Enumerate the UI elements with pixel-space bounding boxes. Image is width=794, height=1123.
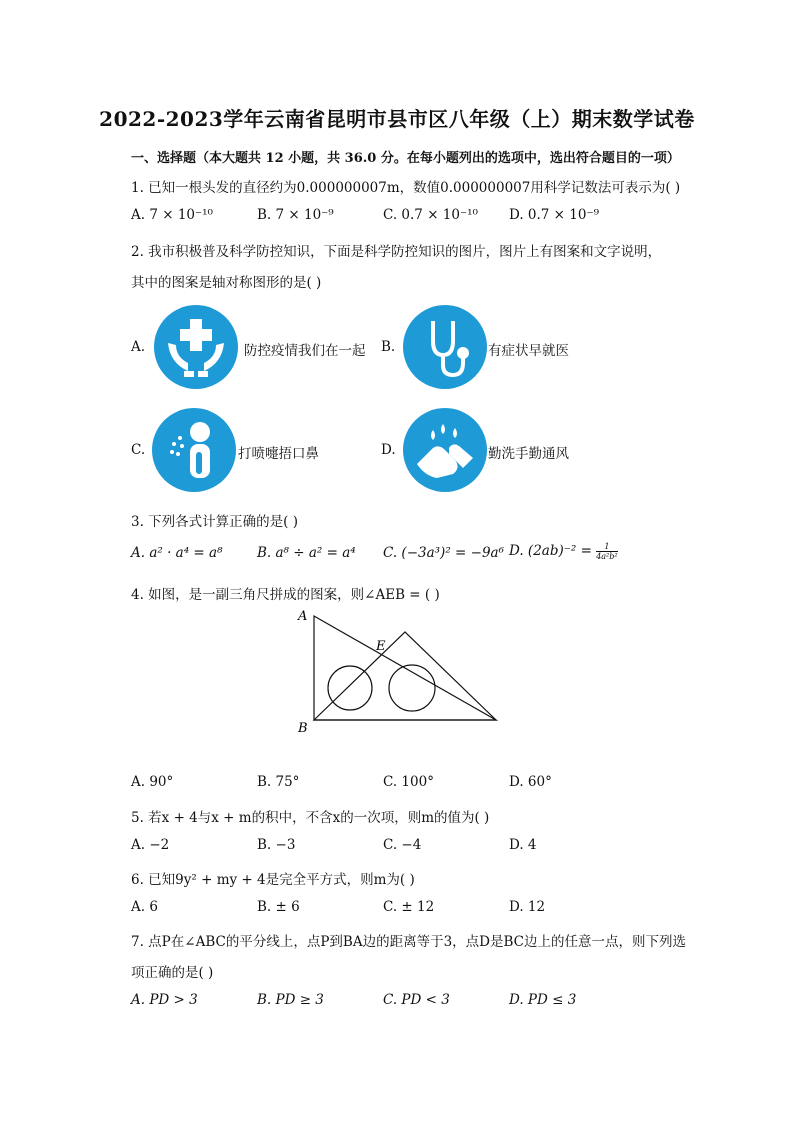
question-3-option-d [509,542,618,561]
question-4-option-a: A. 90° [131,774,174,790]
section-heading: 一、选择题（本大题共 12 小题，共 36.0 分。在每小题列出的选项中，选出符合题目的一项） [131,151,680,166]
sneeze-icon [152,408,236,492]
question-5-option-b: B. −3 [257,837,296,853]
question-3-option-b: B. a⁸ ÷ a² = a⁴ [257,545,356,561]
fraction [596,542,617,561]
question-7-option-d: D. PD ≤ 3 [509,992,577,1008]
question-5-option-a: A. −2 [131,837,170,853]
hands-cross-icon [154,305,238,389]
question-2-option-b-text: 有症状早就医 [488,343,569,359]
question-1-option-a: A. 7 × 10⁻¹⁰ [131,207,213,223]
question-2-option-b-letter: B. [381,339,396,355]
question-6-option-a: A. 6 [131,899,158,915]
question-2-option-d-text: 勤洗手勤通风 [488,446,569,462]
fraction-numerator: 1 [596,542,617,552]
question-2-option-d-letter: D. [381,442,396,458]
question-3-option-d-prefix: D. (2ab)⁻² = [509,543,592,559]
fraction-denominator: 4a²b² [596,552,618,561]
question-2-stem-line2: 其中的图案是轴对称图形的是( ) [131,275,322,291]
label-e: E [376,639,386,654]
question-6-option-c: C. ± 12 [383,899,435,915]
question-7-option-b: B. PD ≥ 3 [257,992,324,1008]
question-3-option-a: A. a² · a⁴ = a⁸ [131,545,223,561]
question-6-stem: 6. 已知9y² + my + 4是完全平方式，则m为( ) [131,872,415,888]
question-4-option-b: B. 75° [257,774,300,790]
handwash-icon [403,408,487,492]
label-a: A [298,609,308,624]
question-1-option-b: B. 7 × 10⁻⁹ [257,207,334,223]
question-5-option-d: D. 4 [509,837,537,853]
question-2-option-a-text: 防控疫情我们在一起 [244,343,366,359]
question-5-option-c: C. −4 [383,837,422,853]
question-7-option-a: A. PD > 3 [131,992,198,1008]
stethoscope-icon [403,305,487,389]
question-4-option-d: D. 60° [509,774,552,790]
question-1-option-d: D. 0.7 × 10⁻⁹ [509,207,600,223]
page-title: 2022-2023学年云南省昆明市县市区八年级（上）期末数学试卷 [99,107,695,131]
question-6-option-b: B. ± 6 [257,899,300,915]
question-1-option-c: C. 0.7 × 10⁻¹⁰ [383,207,478,223]
triangle-figure [290,602,510,742]
question-3-option-c: C. (−3a³)² = −9a⁶ [383,545,504,561]
question-2-option-c-text: 打喷嚏捂口鼻 [238,446,319,462]
question-2-option-a-letter: A. [131,339,146,355]
question-2-option-c-letter: C. [131,442,146,458]
question-6-option-d: D. 12 [509,899,546,915]
question-2-stem-line1: 2. 我市积极普及科学防控知识，下面是科学防控知识的图片，图片上有图案和文字说明， [131,244,662,260]
label-b: B [298,721,308,736]
question-1-stem: 1. 已知一根头发的直径约为0.000000007m，数值0.000000007用科学记数法可表示为( ) [131,180,681,196]
question-3-stem: 3. 下列各式计算正确的是( ) [131,514,298,530]
question-7-option-c: C. PD < 3 [383,992,450,1008]
question-5-stem: 5. 若x + 4与x + m的积中，不含x的一次项，则m的值为( ) [131,810,490,826]
question-4-option-c: C. 100° [383,774,434,790]
question-4-stem: 4. 如图，是一副三角尺拼成的图案，则∠AEB = ( ) [131,587,440,603]
question-7-stem-line2: 项正确的是( ) [131,965,214,981]
question-7-stem-line1: 7. 点P在∠ABC的平分线上，点P到BA边的距离等于3，点D是BC边上的任意一点，则下列选 [131,934,686,950]
